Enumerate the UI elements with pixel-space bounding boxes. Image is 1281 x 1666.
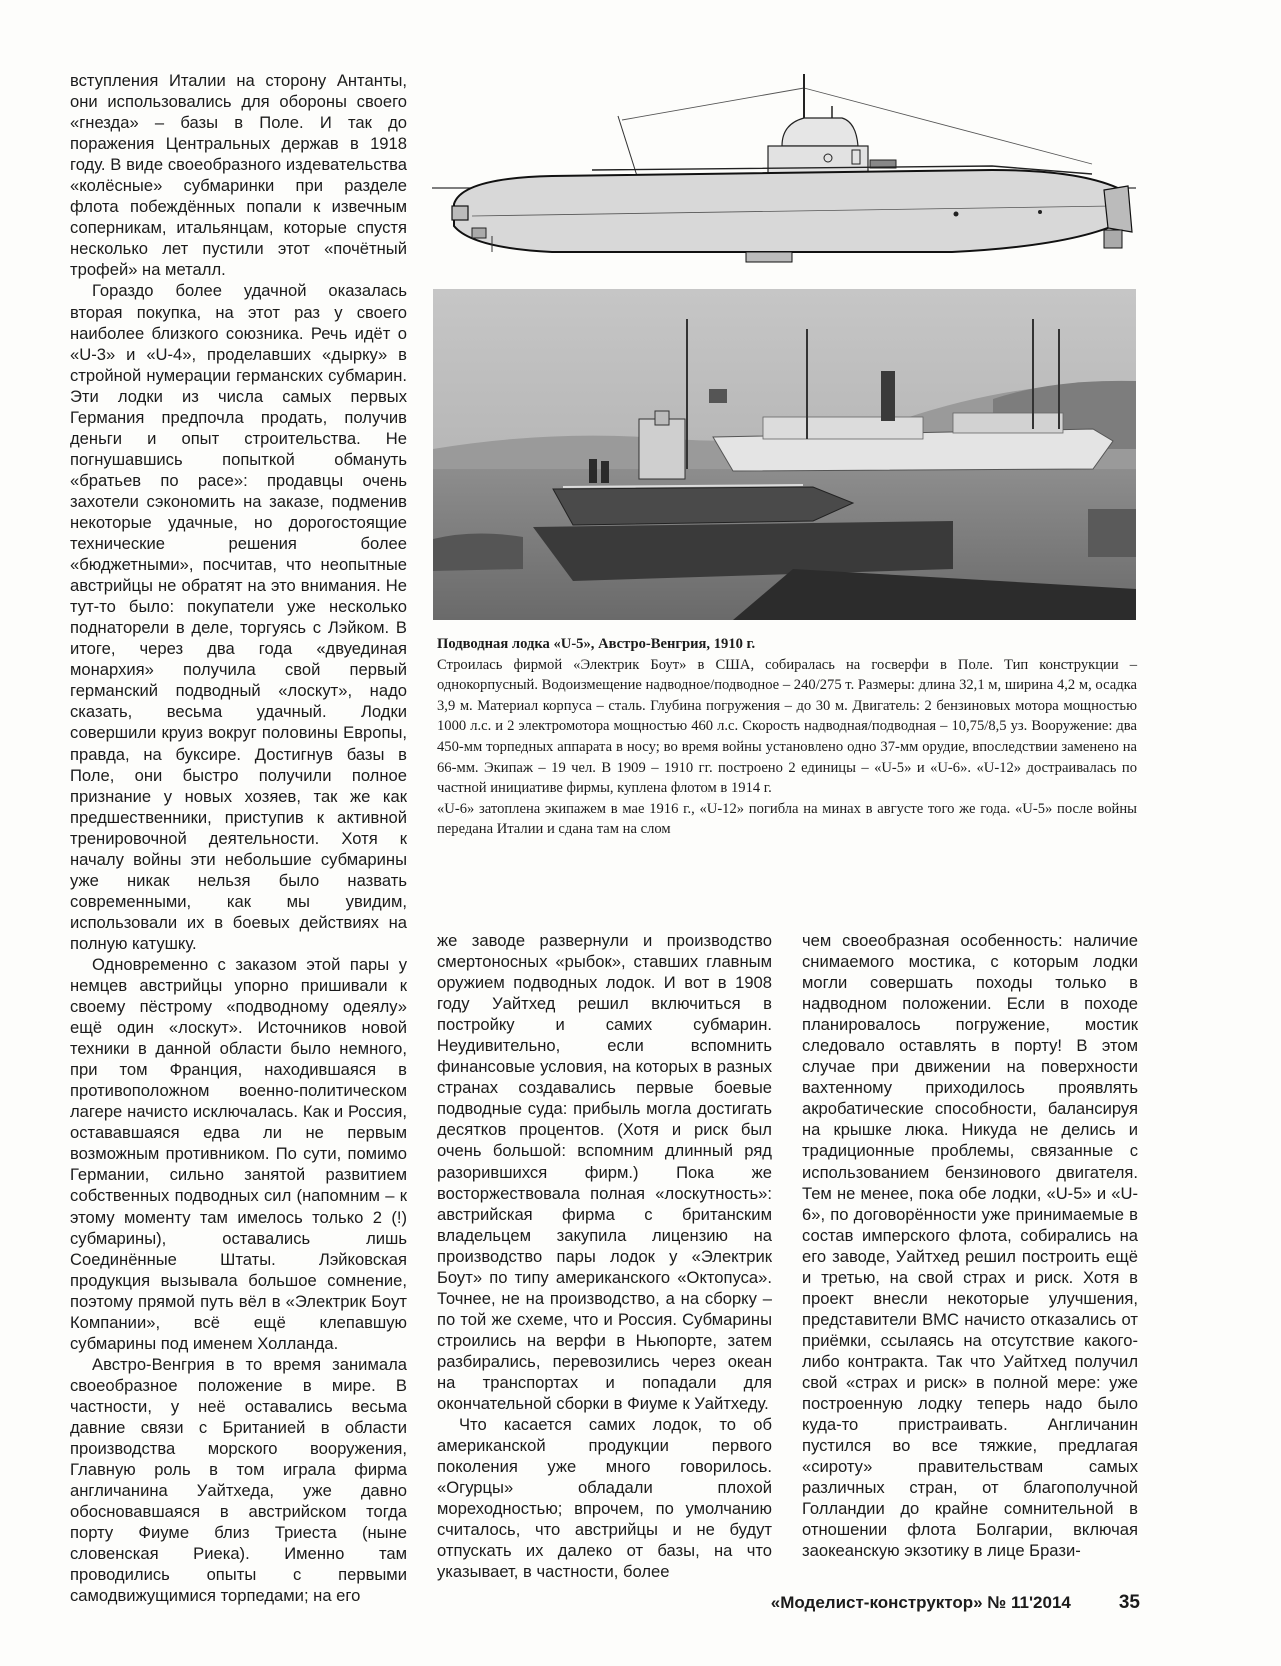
paragraph: вступления Италии на сторону Антанты, они использовались для обороны своего «гнезда» – базы в Поле. И так до поражения Центральных держав в 1918 году. В виде своеобразного издевательства «колёсные» субмаринки при разделе флота побеждённых попали к извечным соперникам, итальянцам, которые спустя несколько лет пустили этот «почётный трофей» на металл. [70,71,407,280]
page-number: 35 [1118,1592,1140,1613]
magazine-issue: «Моделист-конструктор» № 11'2014 [770,1593,1071,1612]
text-column-2 [437,930,772,1582]
caption-fate: «U-6» затоплена экипажем в мае 1916 г., «U-12» погибла на минах в августе того же года. «U-5» после войны передана Италии и сдана там на слом [437,800,1137,838]
paragraph: Гораздо более удачной оказалась вторая покупка, на этот раз у своего наиболее близкого союзника. Речь идёт о «U-3» и «U-4», проделавших «дырку» в стройной нумерации германских субмарин. Эти лодки из числа самых первых Германия предпочла продать, получив деньги и опыт строительства. Не погнушавшись попыткой обмануть «братьев по расе»: продавцы очень захотели сэкономить на заказе, подменив некоторые удачные, но дорогостоящие технические решения более «бюджетными», посчитав, что неопытные австрийцы не обратят на это внимания. Не тут-то было: покупатели уже несколько поднаторели в деле, торгуясь с Лэйком. В итоге, через два года «двуединая монархия» получила свой первый германский подводный «лоскут», надо сказать, весьма удачный. Лодки совершили круиз вокруг половины Европы, правда, на буксире. Достигнув базы в Поле, они быстро получили полное признание у новых хозяев, так же как предшественники, приступив к активной тренировочной деятельности. Хотя к началу войны эти небольшие субмарины уже никак нельзя было назвать современными, как мы увидим, использовали их в боевых действиях на полную катушку. [70,281,407,953]
photo-caption [437,634,1137,840]
paragraph: Что касается самих лодок, то об американской продукции первого поколения уже много говорилось. «Огурцы» обладали плохой мореходностью; впрочем, по умолчанию считалось, что австрийцы и не будут отпускать их далеко от базы, на что указывает, в частности, более [437,1415,772,1582]
submarine-profile-drawing [432,66,1136,276]
paragraph: чем своеобразная особенность: наличие снимаемого мостика, с которым лодки могли совершать походы только в надводном положении. Если в походе планировалось погружение, мостик следовало оставлять в порту! В этом случае при движении на поверхности вахтенному приходилось проявлять акробатические способности, балансируя на крышке люка. Никуда не делись и традиционные проблемы, связанные с использованием бензинового двигателя. Тем не менее, пока обе лодки, «U-5» и «U-6», по договорённости уже принимаемые в состав имперского флота, собирались на его заводе, Уайтхед решил построить ещё и третью, на свой страх и риск. Хотя в проект внесли некоторые улучшения, представители ВМС начисто отказались от приёмки, ссылаясь на отсутствие какого-либо контракта. Так что Уайтхед получил свой «страх и риск» в полной мере: уже построенную лодку теперь надо было куда-то пристраивать. Англичанин пустился во все тяжкие, предлагая «сироту» правительствам самых различных стран, от благополучной Голландии до крайне сомнительной в отношении флота Болгарии, включая заокеанскую экзотику в лице Брази- [802,931,1138,1561]
paragraph: Австро-Венгрия в то время занимала своеобразное положение в мире. В частности, у неё оставались весьма давние связи с Британией в области производства морского вооружения, Главную роль в том играла фирма англичанина Уайтхеда, уже давно обосновавшаяся в австрийском тогда порту Фиуме близ Триеста (ныне словенская Риека). Именно там проводились опыты с первыми самодвижущимися торпедами; на его [70,1354,407,1606]
paragraph: Одновременно с заказом этой пары у немцев австрийцы упорно пришивали к своему пёстрому «подводному одеялу» ещё один «лоскут». Источников новой техники в данной области было немного, при том Франция, находившаяся в противоположном военно-политическом лагере начисто исключалась. Как и Россия, остававшаяся едва ли не первым возможным противником. По сути, помимо Германии, сильно занятой развитием собственных подводных сил (напомним – к этому моменту там имелось только 2 (!) субмарины), оставались лишь Соединённые Штаты. Лэйковская продукция вызывала большое сомнение, поэтому прямой путь вёл в «Электрик Боут Компании», всё ещё клепавшую субмарины под именем Холланда. [70,954,407,1353]
caption-title: Подводная лодка «U-5», Австро-Венгрия, 1910 г. [437,636,756,652]
text-column-1 [70,70,407,1606]
historic-photo [433,289,1136,620]
paragraph: же заводе развернули и производство смертоносных «рыбок», ставших главным оружием подводных лодок. И вот в 1908 году Уайтхед решил включиться в постройку и самих субмарин. Неудивительно, если вспомнить финансовые условия, на которых в разных странах создавались первые боевые подводные суда: прибыль могла достигать десятков процентов. (Хотя и риск был очень большой: вспомним длинный ряд разорившихся фирм.) Пока же восторжествовала полная «лоскутность»: австрийская фирма с британским владельцем закупила лицензию на производство пары лодок у «Электрик Боут» по типу американского «Октопуса». Точнее, не на производство, а на сборку – по той же схеме, что и Россия. Субмарины строились на верфи в Ньюпорте, затем разбирались, перевозились через океан на транспортах и попадали для окончательной сборки в Фиуме к Уайтхеду. [437,931,772,1414]
page-footer [700,1592,1140,1614]
text-column-3 [802,930,1138,1561]
caption-body: Строилась фирмой «Электрик Боут» в США, собиралась на госверфи в Поле. Тип конструкции – однокорпусный. Водоизмещение надводное/подводное – 240/275 т. Размеры: длина 32,1 м, ширина 4,2 м, осадка 3,9 м. Материал корпуса – сталь. Глубина погружения – до 30 м. Двигатель: 2 бензиновых мотора мощностью 1000 л.с. и 2 электромотора мощностью 460 л.с. Скорость надводная/подводная – 10,75/8,5 уз. Вооружение: два 450-мм торпедных аппарата в носу; во время войны установлено одно 37-мм орудие, впоследствии заменено на 66-мм. Экипаж – 19 чел. В 1909 – 1910 гг. построено 2 единицы – «U-5» и «U-6». «U-12» достраивалась по частной инициативе фирмы, куплена флотом в 1914 г. [437,656,1137,797]
